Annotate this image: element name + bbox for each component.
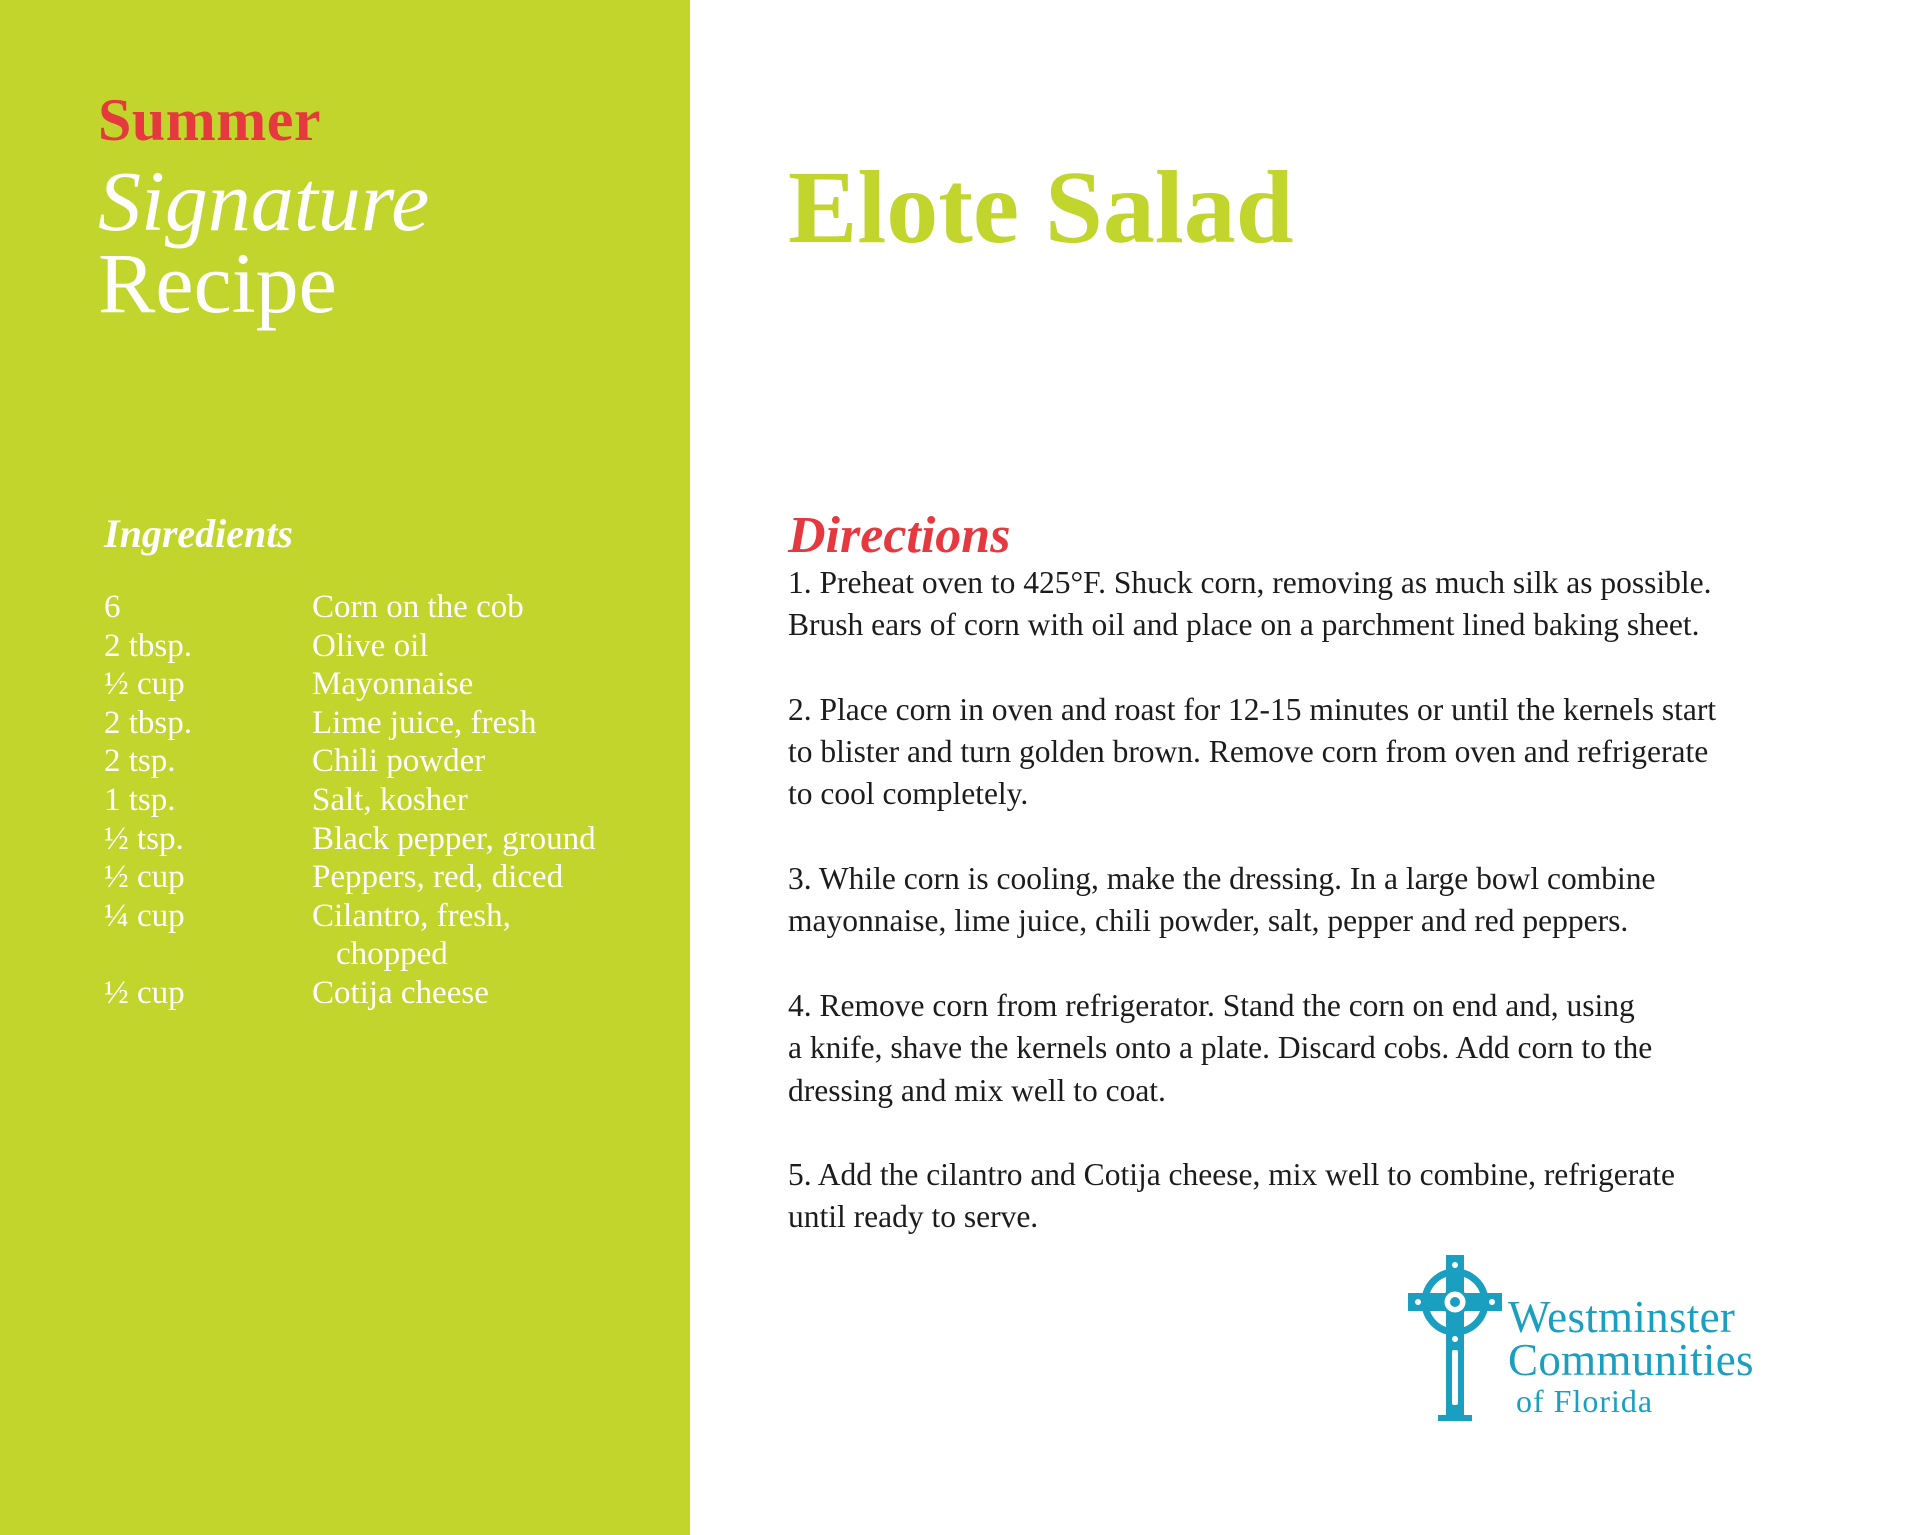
sidebar-panel <box>0 0 690 1535</box>
westminster-logo <box>1408 1255 1828 1425</box>
ingredient-name-text: Chili powder <box>312 743 486 780</box>
logo-wordmark <box>1508 1292 1754 1419</box>
ingredient-name-text: Mayonnaise <box>312 666 474 703</box>
ingredient-row <box>104 858 664 897</box>
ingredient-name-text: Salt, kosher <box>312 781 468 818</box>
brand-signature: Signature <box>98 153 430 249</box>
ingredient-row <box>104 588 664 627</box>
ingredient-name-text: Corn on the cob <box>312 589 524 625</box>
logo-line-communities: Communities <box>1508 1335 1754 1385</box>
ingredient-row <box>104 627 664 666</box>
direction-step: 2. Place corn in oven and roast for 12-15 minutes or until the kernels start to blister and turn golden brown. Remove corn from oven and refrigerate to cool completely. <box>788 691 1717 812</box>
ingredient-quantity: 2 tsp. <box>104 743 176 780</box>
ingredient-row <box>104 974 664 1013</box>
directions-heading: Directions <box>788 507 1011 564</box>
ingredient-name <box>312 742 664 781</box>
ingredient-name-text: Olive oil <box>312 627 429 664</box>
ingredient-quantity: ¼ cup <box>104 897 185 934</box>
ingredient-row <box>104 665 664 704</box>
ingredient-quantity: 1 tsp. <box>104 781 176 818</box>
celtic-cross-icon <box>1408 1255 1502 1421</box>
ingredient-name-text: Cotija cheese <box>312 974 489 1011</box>
brand-recipe: Recipe <box>98 235 337 331</box>
ingredient-row <box>104 704 664 743</box>
ingredient-name-text: Cilantro, fresh, <box>312 897 511 934</box>
logo-line-of-florida: of Florida <box>1516 1383 1654 1419</box>
logo-line-westminster: Westminster <box>1508 1292 1736 1342</box>
ingredient-quantity: ½ cup <box>104 859 185 896</box>
ingredient-row <box>104 897 664 974</box>
ingredient-name-text: Black pepper, ground <box>312 820 596 857</box>
directions-list <box>788 562 1848 1281</box>
ingredient-name <box>312 627 664 666</box>
ingredient-quantity: 2 tbsp. <box>104 627 193 664</box>
ingredient-name-continued: chopped <box>336 936 448 973</box>
ingredients-heading: Ingredients <box>104 511 293 556</box>
ingredients-list <box>104 588 664 1013</box>
series-brand <box>98 87 430 331</box>
direction-step: 1. Preheat oven to 425°F. Shuck corn, removing as much silk as possible. Brush ears of corn with oil and place on a parchment lined baking sheet. <box>788 565 1712 643</box>
brand-summer: Summer <box>98 87 321 153</box>
ingredient-name <box>312 820 664 859</box>
direction-step: 5. Add the cilantro and Cotija cheese, mix well to combine, refrigerate until ready to serve. <box>788 1157 1675 1235</box>
ingredient-name <box>312 704 664 743</box>
ingredient-quantity: ½ cup <box>104 666 185 703</box>
ingredient-name <box>312 781 664 820</box>
direction-step: 4. Remove corn from refrigerator. Stand the corn on end and, using a knife, shave the kernels onto a plate. Discard cobs. Add corn to the dressing and mix well to coat. <box>788 987 1653 1108</box>
ingredient-name <box>312 974 664 1013</box>
ingredient-row <box>104 742 664 781</box>
direction-step: 3. While corn is cooling, make the dressing. In a large bowl combine mayonnaise, lime juice, chili powder, salt, pepper and red peppers. <box>788 861 1656 939</box>
ingredient-quantity: 2 tbsp. <box>104 704 193 741</box>
ingredient-quantity: ½ cup <box>104 974 185 1011</box>
ingredient-name <box>312 588 664 627</box>
ingredient-row <box>104 781 664 820</box>
ingredient-name <box>312 858 664 897</box>
ingredient-row <box>104 820 664 859</box>
ingredient-name-text: Peppers, red, diced <box>312 859 564 896</box>
ingredient-name <box>312 665 664 704</box>
recipe-title: Elote Salad <box>788 150 1294 265</box>
ingredient-quantity: 6 <box>104 589 121 625</box>
ingredient-quantity: ½ tsp. <box>104 820 184 857</box>
ingredient-name-text: Lime juice, fresh <box>312 704 537 741</box>
ingredient-name <box>312 897 664 974</box>
